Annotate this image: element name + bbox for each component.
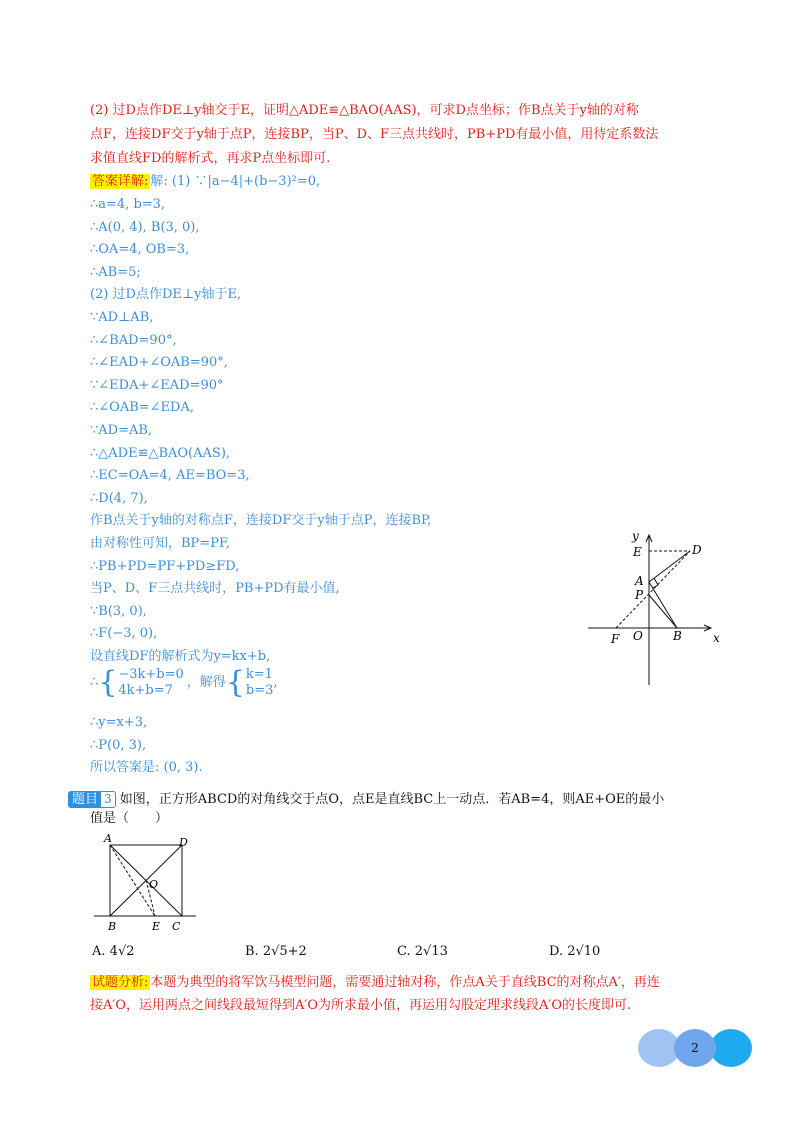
segment-AB — [649, 582, 677, 628]
option-text: 2√10 — [567, 944, 601, 959]
answer-step: ∵B(3, 0), — [90, 604, 147, 619]
system-eq1: −3k+b=0 — [118, 667, 184, 682]
label-E: E — [633, 545, 642, 559]
answer-step: 所以答案是: (0, 3). — [90, 760, 203, 775]
label-E: E — [152, 920, 161, 933]
analysis3-line — [90, 973, 660, 992]
brace-glyph: { — [98, 665, 118, 700]
system-sol2: b=3 — [245, 683, 274, 698]
option-letter: D. — [549, 944, 564, 959]
answer-step: ∴D(4, 7), — [90, 491, 148, 506]
label-P: P — [635, 588, 644, 602]
label-B: B — [108, 920, 117, 933]
analysis-line: (2) 过D点作DE⊥y轴交于E，证明△ADE≌△BAO(AAS)，可求D点坐标；作B点关于y轴的对称 — [90, 103, 639, 118]
answer-step: ∵∠EDA+∠EAD=90° — [90, 378, 224, 393]
answer-step: ∴EC=OA=4, AE=BO=3, — [90, 468, 250, 483]
answer-step: 设直线DF的解析式为y=kx+b, — [90, 649, 271, 664]
system-sol1: k=1 — [245, 667, 273, 682]
label-y: y — [632, 530, 639, 543]
answer-step: 作B点关于y轴的对称点F，连接DF交于y轴于点P，连接BP, — [90, 513, 432, 528]
square-figure — [92, 832, 202, 934]
question-number: 3 — [100, 791, 116, 808]
right-angle-mark — [653, 578, 658, 588]
option-text: 4√2 — [109, 944, 135, 959]
option-text: 2√5+2 — [262, 944, 307, 959]
option-c[interactable] — [397, 944, 448, 959]
answer-step: ∴△ADE≌△BAO(AAS), — [90, 446, 231, 461]
analysis-line: 求值直线FD的解析式，再求P点坐标即可. — [90, 151, 331, 166]
option-text: 2√13 — [414, 944, 448, 959]
label-D: D — [179, 836, 188, 849]
option-d[interactable] — [549, 944, 600, 959]
segment-AD — [649, 551, 690, 582]
answer-step: ∵AD⊥AB, — [90, 310, 154, 325]
question-text: 如图，正方形ABCD的对角线交于点O，点E是直线BC上一动点．若AB=4，则AE+OE的最小 — [119, 792, 665, 807]
answer-step: ∴a=4, b=3, — [90, 197, 166, 212]
label-A: A — [635, 574, 644, 588]
answer-first-line — [90, 172, 320, 191]
answer-step: ∴y=x+3, — [90, 715, 148, 730]
coordinate-figure — [580, 530, 730, 690]
label-F: F — [611, 632, 620, 646]
option-a[interactable] — [92, 944, 135, 959]
label-C: C — [172, 920, 181, 933]
answer-first: 解: (1) ∵|a−4|+(b−3)²=0, — [150, 174, 321, 189]
system-mid: ，解得 — [186, 675, 226, 690]
option-letter: B. — [245, 944, 259, 959]
question-tag: 题目 — [68, 791, 102, 808]
answer-label: 答案详解: — [92, 174, 149, 189]
page-number: 2 — [674, 1029, 716, 1067]
label-A: A — [104, 832, 112, 845]
answer-step: ∴AB=5; — [90, 265, 141, 280]
answer-step: ∴A(0, 4), B(3, 0), — [90, 220, 200, 235]
answer-step: ∴∠EAD+∠OAB=90°, — [90, 355, 228, 370]
system-end: , — [273, 675, 278, 690]
option-letter: C. — [397, 944, 411, 959]
analysis3-text: 本题为典型的将军饮马模型问题，需要通过轴对称，作点A关于直线BC的对称点A′，再连 — [150, 975, 660, 990]
question-line — [68, 790, 664, 809]
answer-step: ∴F(−3, 0), — [90, 626, 158, 641]
system-eq2: 4k+b=7 — [118, 683, 173, 698]
label-x: x — [713, 631, 720, 645]
answer-step: ∴∠BAD=90°, — [90, 333, 177, 348]
analysis3-label: 试题分析: — [92, 975, 149, 990]
answer-step: (2) 过D点作DE⊥y轴于E, — [90, 287, 242, 302]
answer-step: ∴P(0, 3), — [90, 738, 147, 753]
label-O: O — [633, 629, 643, 643]
page-badge-right — [710, 1029, 752, 1067]
brace-glyph: { — [225, 665, 245, 700]
label-D: D — [692, 543, 702, 557]
segment-PB — [649, 595, 677, 628]
option-letter: A. — [92, 944, 106, 959]
question-text-2: 值是（ ） — [90, 811, 169, 826]
answer-step: ∴PB+PD=PF+PD≥FD, — [90, 559, 240, 574]
answer-step: 当P、D、F三点共线时，PB+PD有最小值, — [90, 581, 340, 596]
answer-step: 由对称性可知，BP=PF, — [90, 536, 231, 551]
answer-step: ∵AD=AB, — [90, 423, 153, 438]
answer-step: ∴∠OAB=∠EDA, — [90, 400, 194, 415]
equation-system — [90, 667, 278, 699]
system-prefix: ∴ — [90, 675, 99, 690]
analysis3-line2: 接A′O，运用两点之间线段最短得到A′O为所求最小值，再运用勾股定理求线段A′O的长度即可. — [90, 998, 632, 1013]
option-b[interactable] — [245, 944, 307, 959]
analysis-line: 点F，连接DF交于y轴于点P，连接BP，当P、D、F三点共线时，PB+PD有最小值，用待定系数法 — [90, 127, 659, 142]
answer-step: ∴OA=4, OB=3, — [90, 242, 190, 257]
label-O: O — [149, 878, 159, 891]
label-B: B — [673, 629, 682, 643]
